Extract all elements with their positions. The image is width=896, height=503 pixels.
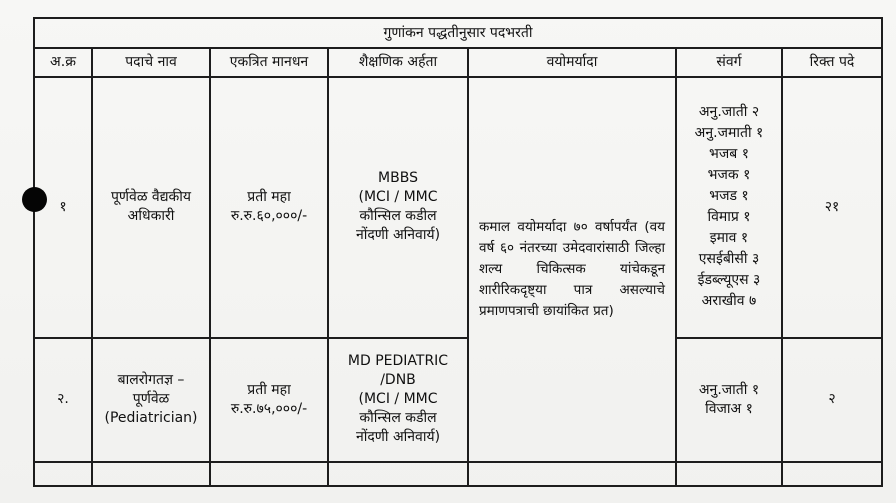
table-row [34,462,882,486]
row-salary: प्रती महा रु.रु.६०,०००/- [210,77,328,338]
header-serial: अ.क्र [34,48,92,76]
row-age-limit: कमाल वयोमर्यादा ७० वर्षापर्यंत (वय वर्ष ६० नंतरच्या उमेदवारांसाठी जिल्हा शल्य चिकित्सक यांचेकडून शारीरिकदृष्ट्या पात्र असल्याचे प्रमाणपत्राची छायांकित प्रत) [468,77,676,462]
table-title: गुणांकन पद्धतीनुसार पदभरती [34,18,882,48]
header-cadre: संवर्ग [676,48,782,76]
row-serial: १ [34,77,92,338]
row-serial: २. [34,338,92,462]
header-qualification: शैक्षणिक अर्हता [328,48,468,76]
row-vacancies: २१ [782,77,882,338]
table-row [34,338,882,462]
row-cadre: अनु.जाती १ विजाअ १ [676,338,782,462]
header-age-limit: वयोमर्यादा [468,48,676,76]
row-vacancies: २ [782,338,882,462]
header-row [34,48,882,76]
header-post-name: पदाचे नाव [92,48,210,76]
header-vacancies: रिक्त पदे [782,48,882,76]
row-salary: प्रती महा रु.रु.७५,०००/- [210,338,328,462]
row-cadre: अनु.जाती २ अनु.जमाती १ भजब १ भजक १ भजड १ विमाप्र १ इमाव १ एसईबीसी ३ ईडब्ल्यूएस ३ अराखीव ७ [676,77,782,338]
row-qualification: MBBS (MCI / MMC कौन्सिल कडील नोंदणी अनिवार्य) [328,77,468,338]
header-salary: एकत्रित मानधन [210,48,328,76]
recruitment-table [33,17,883,487]
row-qualification: MD PEDIATRIC /DNB (MCI / MMC कौन्सिल कडील नोंदणी अनिवार्य) [328,338,468,462]
row-post-name: पूर्णवेळ वैद्यकीय अधिकारी [92,77,210,338]
row-post-name: बालरोगतज्ञ – पूर्णवेळ (Pediatrician) [92,338,210,462]
bullet-dot [22,187,47,212]
table-row [34,77,882,338]
